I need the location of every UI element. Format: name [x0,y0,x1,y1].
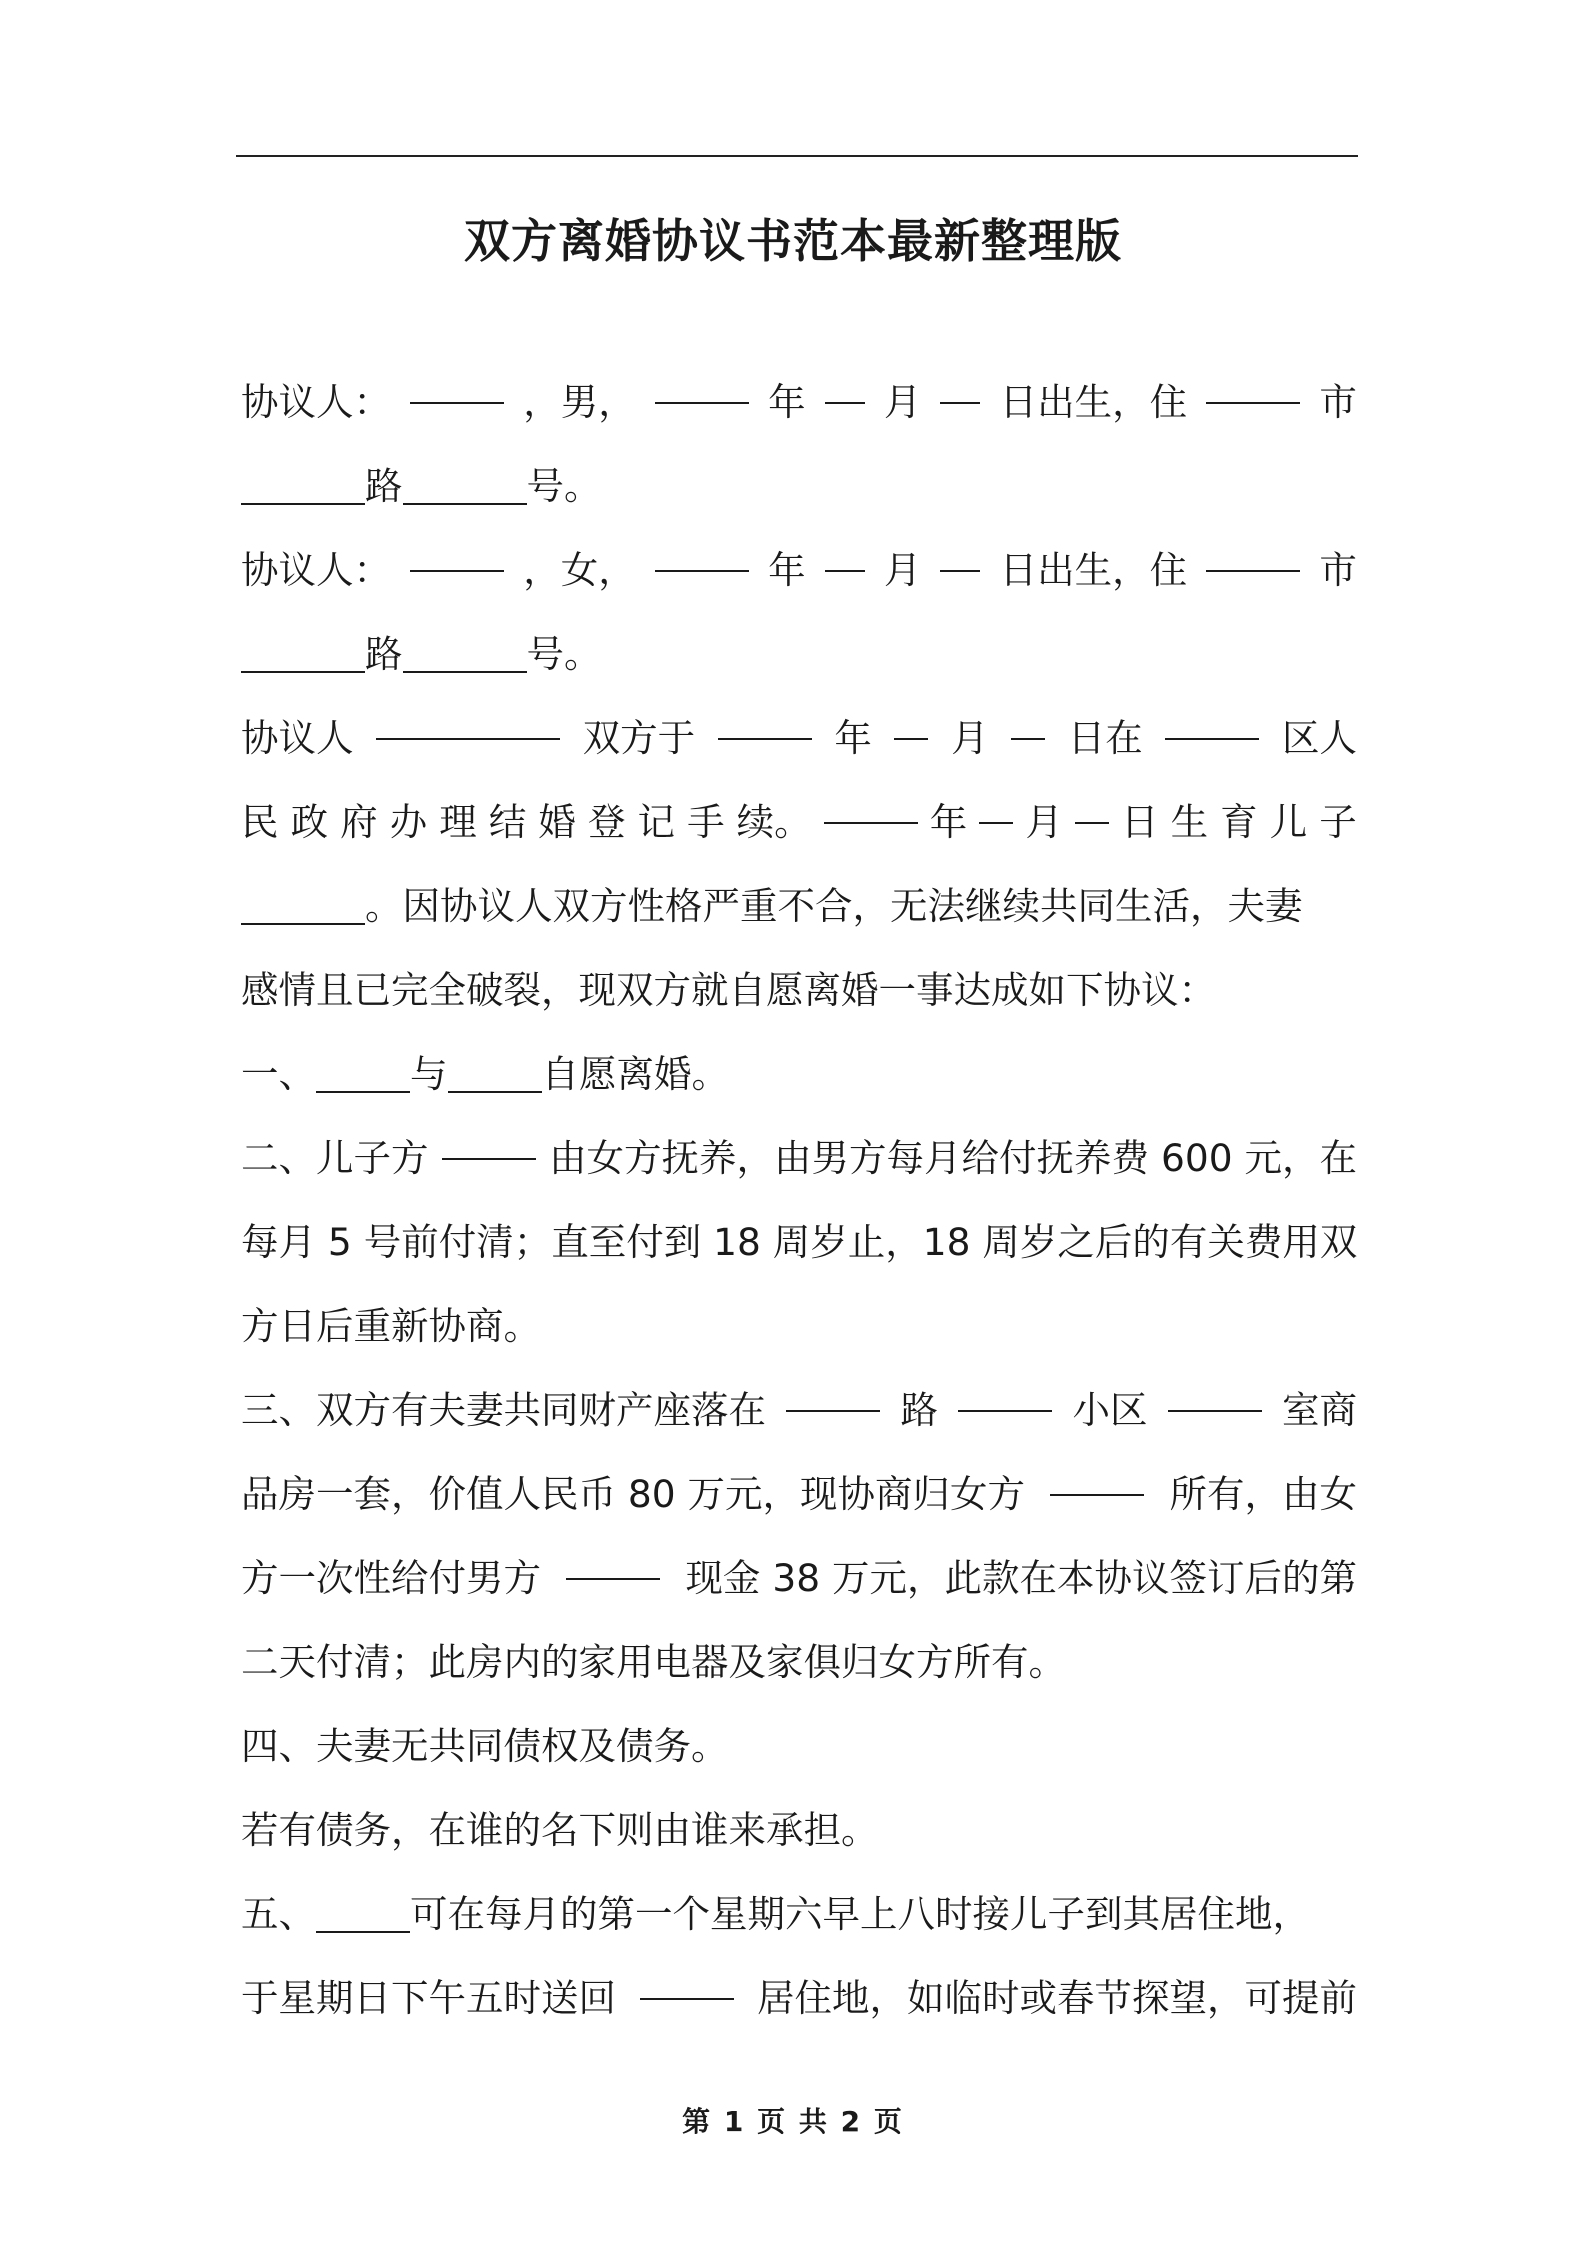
text-segment: 结 [488,800,527,844]
text-line [241,528,1357,612]
fill-in-blank [410,569,504,572]
text-segment: 路 [365,464,403,508]
text-segment: 子 [1319,800,1357,844]
text-segment: 日 [1121,800,1159,844]
fill-in-blank [894,737,928,740]
text-segment: 双方于 [582,716,696,760]
text-segment: 记 [637,800,675,844]
text-segment: 年 [929,800,968,844]
fill-in-blank [655,401,749,404]
fill-in-blank [640,1997,734,2000]
fill-in-blank [940,401,980,404]
text-segment: 儿 [1269,800,1308,844]
fill-in-blank [241,502,365,505]
text-segment: 市 [1319,380,1357,424]
text-line [241,864,1357,948]
text-segment: 民 [241,800,279,844]
text-segment: 日出生，住 [999,380,1188,424]
text-segment: 理 [439,800,477,844]
text-segment: 现金 38 万元，此款在本协议签订后的第 [685,1556,1357,1600]
text-segment: 月 [883,548,922,592]
text-segment: 政 [290,800,329,844]
text-segment: 月 [951,716,989,760]
text-segment: 自愿离婚。 [541,1052,729,1096]
fill-in-blank [1050,1493,1144,1496]
fill-in-blank [655,569,749,572]
fill-in-blank [718,737,812,740]
text-segment: 由女方抚养，由男方每月给付抚养费 600 元，在 [549,1136,1357,1180]
fill-in-blank [316,1090,410,1093]
text-segment: 月 [883,380,922,424]
fill-in-blank [786,1409,880,1412]
text-segment: 可在每月的第一个星期六早上八时接儿子到其居住地， [410,1892,1310,1936]
text-segment: 二天付清；此房内的家用电器及家俱归女方所有。 [241,1640,1066,1684]
text-line [241,1368,1357,1452]
text-line [241,1956,1357,2040]
text-segment: 所有，由女 [1169,1472,1357,1516]
fill-in-blank [241,922,365,925]
fill-in-blank [1011,737,1045,740]
text-segment: 二、儿子方 [241,1136,429,1180]
text-segment: 月 [1025,800,1063,844]
fill-in-blank [824,821,918,824]
text-line [241,1536,1357,1620]
text-line [241,1704,1357,1788]
text-line [241,1032,1357,1116]
text-segment: 居住地，如临时或春节探望，可提前 [757,1976,1357,2020]
text-line [241,780,1357,864]
text-segment: 市 [1319,548,1357,592]
text-segment: 与 [410,1052,448,1096]
text-line [241,360,1357,444]
text-segment: 续。 [736,800,812,844]
fill-in-blank [410,401,504,404]
text-line [241,1284,1357,1368]
text-segment: 日出生，住 [999,548,1188,592]
fill-in-blank [316,1930,410,1933]
text-segment: 办 [389,800,428,844]
text-line [241,1620,1357,1704]
text-segment: 路 [900,1388,938,1432]
text-segment: 号。 [526,632,602,676]
fill-in-blank [825,401,865,404]
text-segment: 婚 [538,800,576,844]
text-line [241,948,1357,1032]
text-line [241,1788,1357,1872]
agreement-body [241,360,1357,2040]
fill-in-blank [376,737,560,740]
text-line [241,1116,1357,1200]
fill-in-blank [1206,569,1300,572]
text-segment: 室商 [1282,1388,1357,1432]
fill-in-blank [1075,821,1109,824]
fill-in-blank [403,502,527,505]
text-segment: 年 [834,716,872,760]
text-segment: 路 [365,632,403,676]
text-segment: 方一次性给付男方 [241,1556,541,1600]
text-segment: ，女， [523,548,636,592]
text-segment: 每月 5 号前付清；直至付到 18 周岁止，18 周岁之后的有关费用双 [241,1220,1357,1264]
text-line [241,1872,1357,1956]
text-segment: 育 [1220,800,1258,844]
text-segment: 小区 [1072,1388,1148,1432]
text-segment: 年 [768,548,806,592]
text-line [241,696,1357,780]
fill-in-blank [448,1090,542,1093]
text-segment: 登 [587,800,626,844]
document-title: 双方离婚协议书范本最新整理版 [464,214,1122,268]
fill-in-blank [1168,1409,1262,1412]
fill-in-blank [1165,737,1259,740]
text-segment: 协议人： [241,380,391,424]
fill-in-blank [958,1409,1052,1412]
text-segment: 三、双方有夫妻共同财产座落在 [241,1388,766,1432]
text-segment: 于星期日下午五时送回 [241,1976,616,2020]
text-segment: 号。 [526,464,602,508]
header-rule [236,155,1358,157]
text-segment: 年 [768,380,806,424]
text-line [241,612,1357,696]
page-footer: 第 1 页 共 2 页 [682,2105,904,2138]
text-segment: 方日后重新协商。 [241,1304,541,1348]
text-segment: 感情且已完全破裂，现双方就自愿离婚一事达成如下协议： [241,968,1216,1012]
fill-in-blank [825,569,865,572]
text-segment: 生 [1170,800,1209,844]
text-segment: 。因协议人双方性格严重不合，无法继续共同生活，夫妻 [365,884,1303,928]
fill-in-blank [442,1157,536,1160]
text-line [241,444,1357,528]
fill-in-blank [241,670,365,673]
fill-in-blank [566,1577,660,1580]
text-segment: 区人 [1281,716,1357,760]
text-segment: 品房一套，价值人民币 80 万元，现协商归女方 [241,1472,1026,1516]
text-segment: 手 [687,800,725,844]
fill-in-blank [979,821,1013,824]
text-segment: 协议人： [241,548,391,592]
text-segment: 五、 [241,1892,316,1936]
text-segment: 一、 [241,1052,316,1096]
fill-in-blank [403,670,527,673]
text-segment: ，男， [523,380,636,424]
text-segment: 协议人 [241,716,354,760]
fill-in-blank [1206,401,1300,404]
text-segment: 若有债务，在谁的名下则由谁来承担。 [241,1808,879,1852]
text-segment: 日在 [1067,716,1143,760]
text-line [241,1452,1357,1536]
text-line [241,1200,1357,1284]
text-segment: 府 [340,800,378,844]
fill-in-blank [940,569,980,572]
text-segment: 四、夫妻无共同债权及债务。 [241,1724,729,1768]
